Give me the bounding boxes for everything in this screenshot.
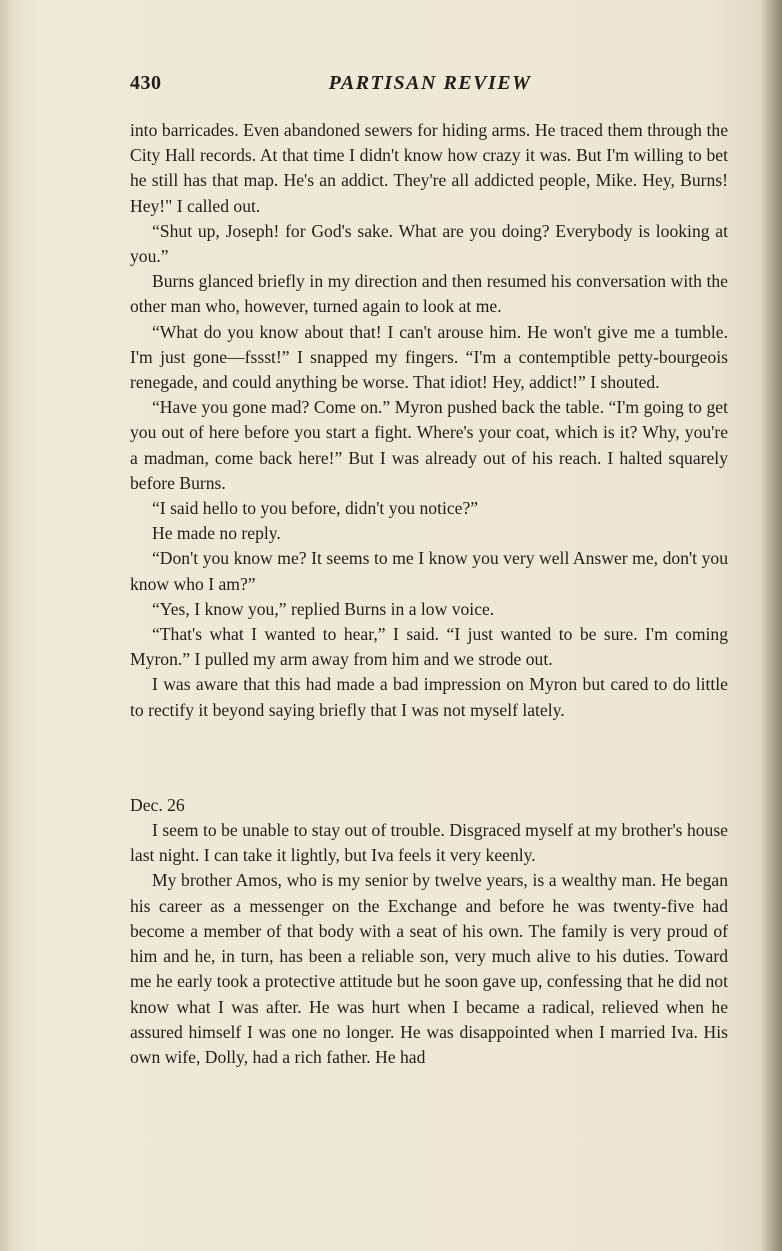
paragraph: “Shut up, Joseph! for God's sake. What are you doing? Everybody is looking at you.”: [130, 220, 728, 267]
paragraph: “I said hello to you before, didn't you notice?”: [152, 498, 479, 519]
journal-title: PARTISAN REVIEW: [328, 72, 532, 94]
paragraph-continued: into barricades. Even abandoned sewers for hiding arms. He traced them through the City Hall records. At that time I didn't know how crazy it was. But I'm willing to bet he still has that map. He's an addict. They're all addicted people, Mike. Hey, Burns! Hey!" I called out.: [130, 120, 728, 216]
paragraph: My brother Amos, who is my senior by twelve years, is a wealthy man. He began his career as a messenger on the Exchange and before he was twenty-five had become a member of that body with a seat of his own. The family is very proud of him and he, in turn, has been a reliable son, very much alive to his duties. Toward me he early took a protective attitude but he soon gave up, confessing that he did not know what I was after. He was hurt when I became a radical, relieved when he assured himself I was one no longer. He was disappointed when I married Iva. His own wife, Dolly, had a rich father. He had: [130, 870, 728, 1067]
page-number: 430: [130, 72, 162, 94]
paragraph: “Yes, I know you,” replied Burns in a low voice.: [152, 598, 495, 619]
page-edge-shadow: [760, 0, 782, 1251]
diary-entry-date: Dec. 26: [130, 794, 185, 815]
paragraph: “What do you know about that! I can't arouse him. He won't give me a tumble. I'm just gone—fssst!” I snapped my fingers. “I'm a contemptible petty-bourgeois renegade, and could anything be worse. That idiot! Hey, addict!” I shouted.: [130, 321, 728, 393]
paragraph: He made no reply.: [152, 523, 281, 544]
paragraph: “That's what I wanted to hear,” I said. “I just wanted to be sure. I'm coming Myron.” I pulled my arm away from him and we strode out.: [130, 624, 728, 670]
paragraph: Burns glanced briefly in my direction and then resumed his conversation with the other man who, however, turned again to look at me.: [130, 271, 728, 317]
paragraph: “Have you gone mad? Come on.” Myron pushed back the table. “I'm going to get you out of here before you start a fight. Where's your coat, which is it? Why, you're a madman, come back here!” But I was already out of his reach. I halted squarely before Burns.: [130, 397, 728, 493]
running-header: [130, 72, 730, 102]
paragraph: “Don't you know me? It seems to me I know you very well Answer me, don't you know who I am?”: [130, 548, 728, 594]
page-body: [130, 118, 728, 1070]
paragraph: I seem to be unable to stay out of trouble. Disgraced myself at my brother's house last night. I can take it lightly, but Iva feels it very keenly.: [130, 820, 728, 866]
paragraph: I was aware that this had made a bad impression on Myron but cared to do little to rectify it beyond saying briefly that I was not myself lately.: [130, 674, 728, 720]
